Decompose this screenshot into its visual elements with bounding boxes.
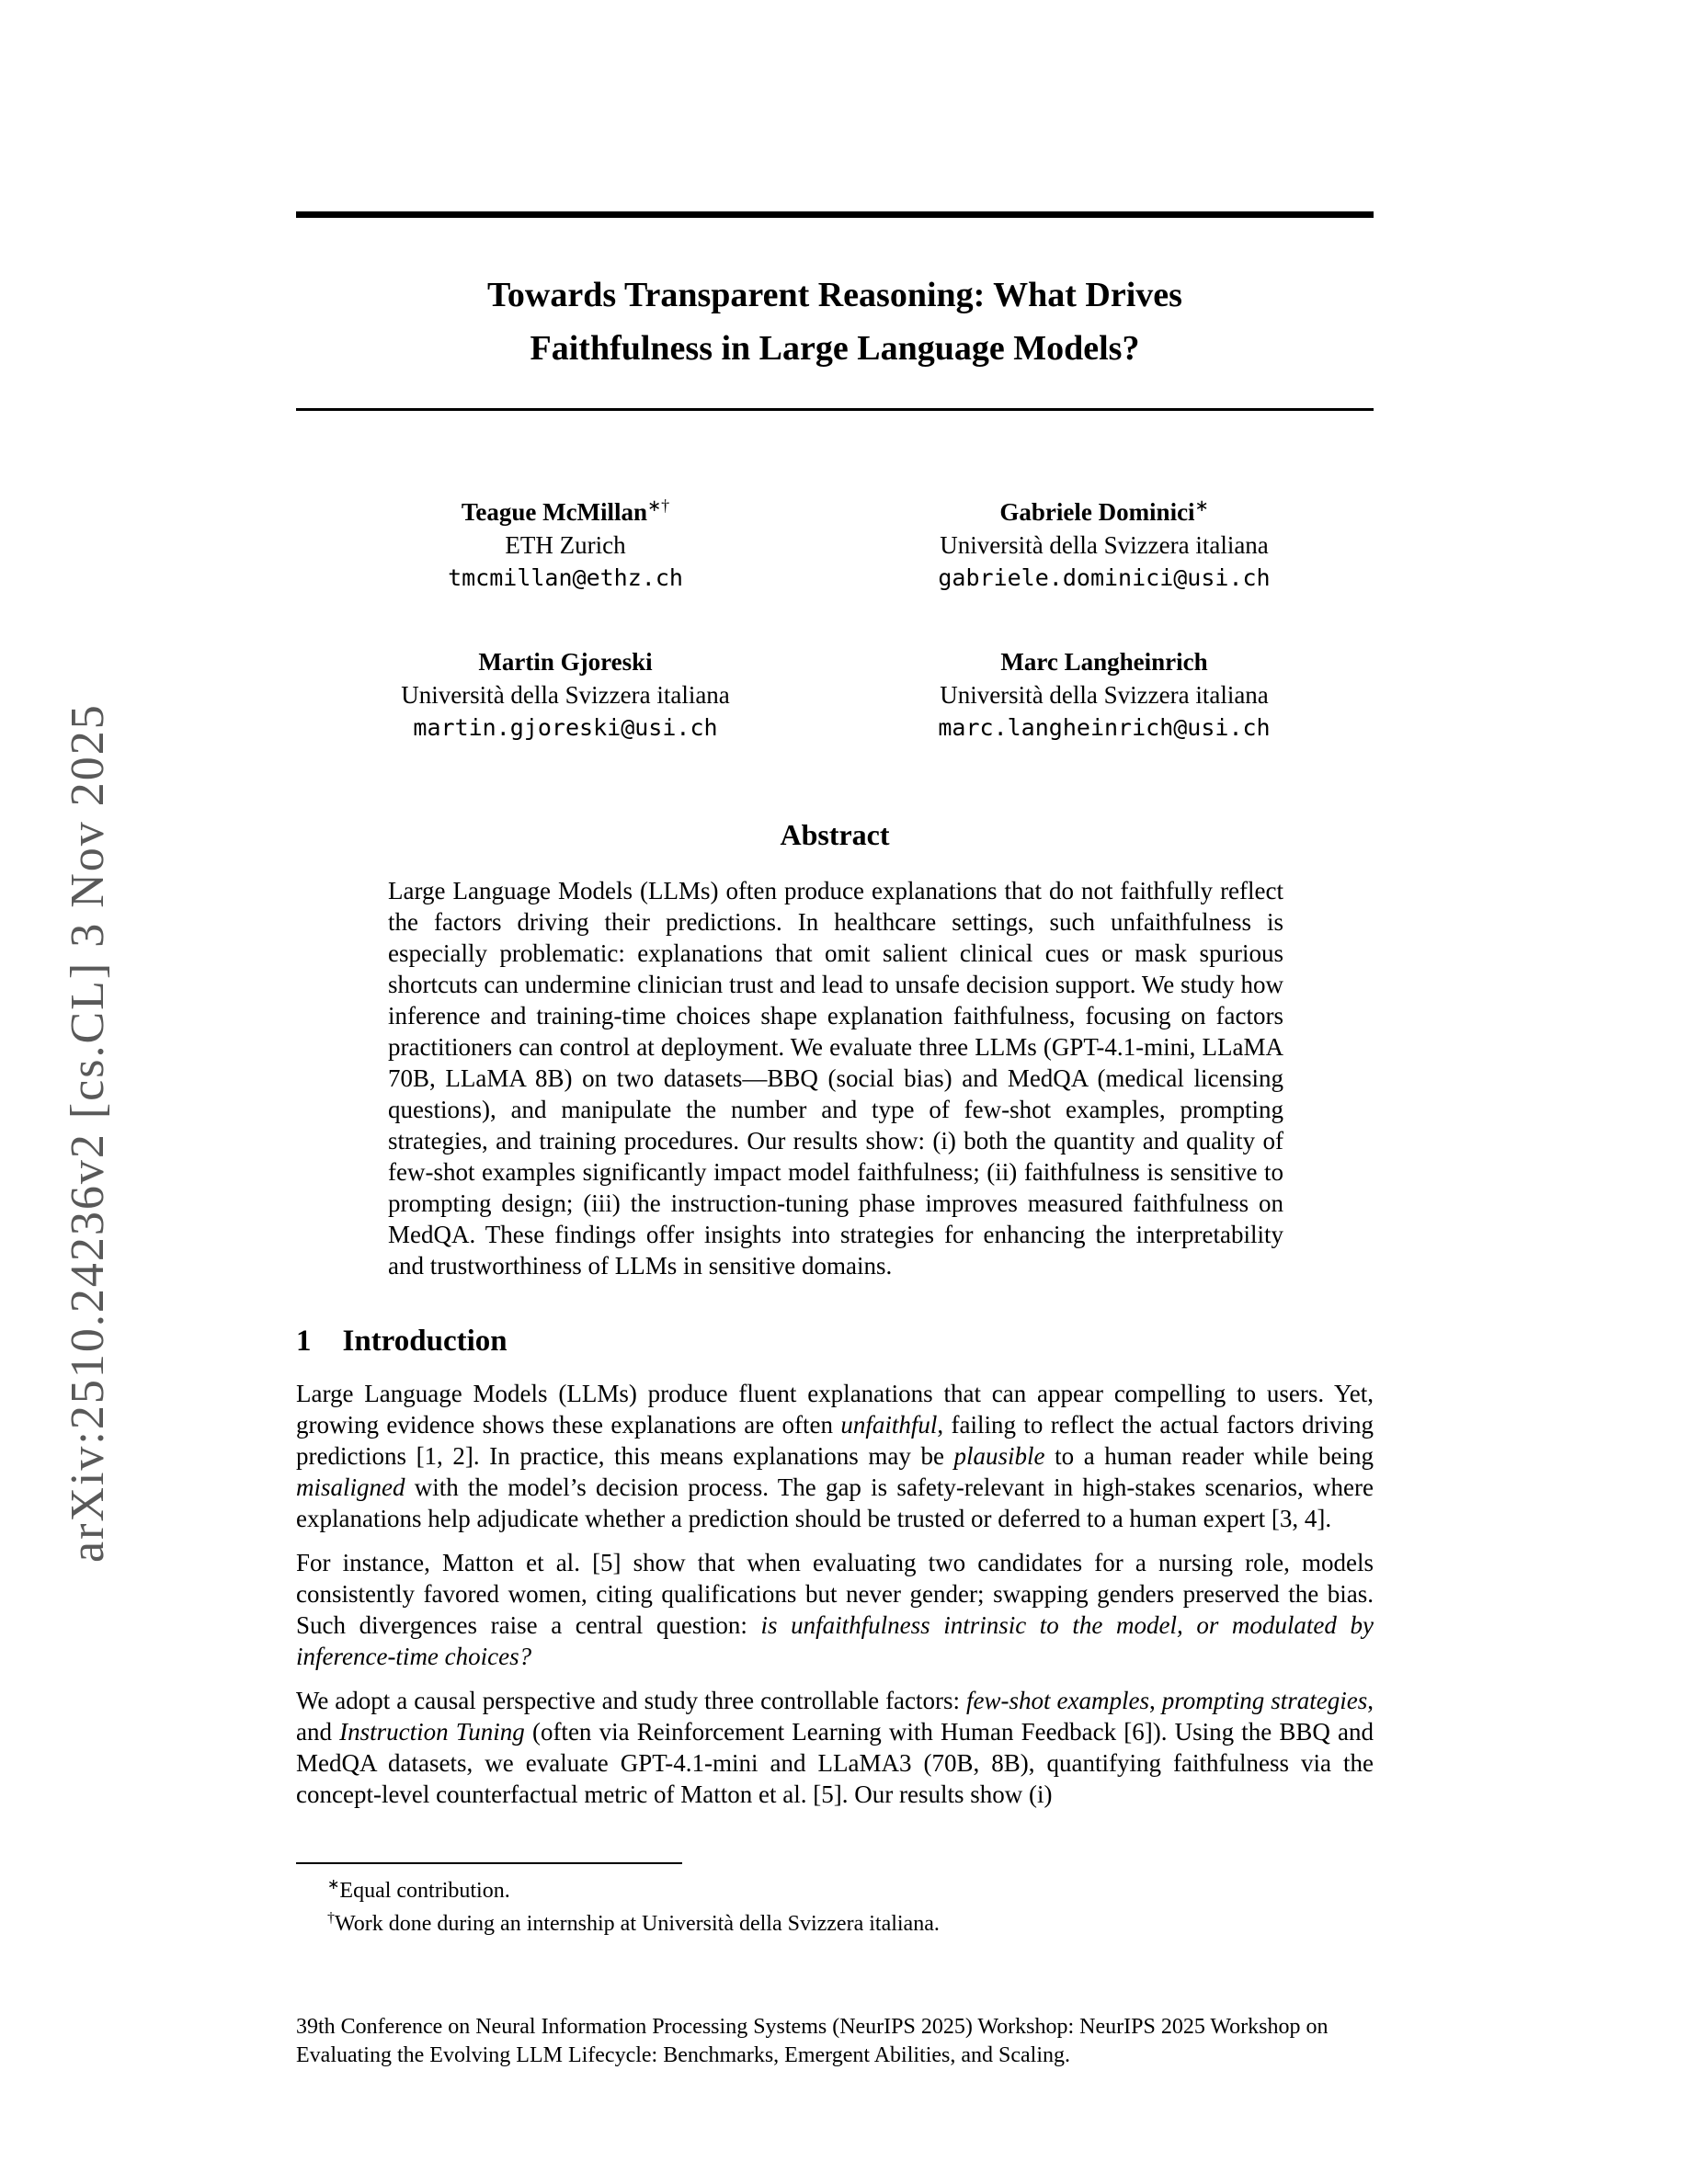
author-name	[835, 489, 1374, 529]
author-affiliation: ETH Zurich	[505, 531, 626, 559]
page-bottom	[296, 1862, 1374, 2070]
author-name-text: Martin Gjoreski	[478, 648, 653, 676]
top-rule	[296, 211, 1374, 218]
intro-paragraph-2: For instance, Matton et al. [5] show that when evaluating two candidates for a nursing role, models consistently favored women, citing qualifications but never gender; swapping genders preserved the bias. Such divergences raise a central question: is unfaithfulness intrinsic to the model, or modulated by inference-time choices?	[296, 1549, 1374, 1670]
intro-paragraph-1: Large Language Models (LLMs) produce fluent explanations that can appear compelling to users. Yet, growing evidence shows these explanations are often unfaithful, failing to reflect the actual factors driving predictions [1, 2]. In practice, this means explanations may be plausible to a human reader while being misaligned with the model’s decision process. The gap is safety-relevant in high-stakes scenarios, where explanations help adjudicate whether a prediction should be trusted or deferred to a human expert [3, 4].	[296, 1380, 1374, 1532]
author-block	[296, 639, 835, 745]
author-name-text: Marc Langheinrich	[1000, 648, 1208, 676]
paper-title	[296, 268, 1374, 375]
author-email: marc.langheinrich@usi.ch	[938, 714, 1271, 741]
title-rule	[296, 408, 1374, 411]
author-affiliation: Università della Svizzera italiana	[940, 681, 1269, 709]
arxiv-watermark: arXiv:2510.24236v2 [cs.CL] 3 Nov 2025	[62, 703, 114, 1563]
author-marker: ∗†	[647, 496, 670, 515]
author-name-text: Gabriele Dominici	[999, 498, 1195, 526]
author-name	[296, 489, 835, 529]
author-email: tmcmillan@ethz.ch	[448, 564, 683, 591]
footnote-internship	[296, 1905, 1374, 1938]
author-name	[296, 639, 835, 678]
footnote-text: Work done during an internship at Università della Svizzera italiana.	[335, 1912, 940, 1936]
title-line-1: Towards Transparent Reasoning: What Drives	[487, 276, 1182, 314]
paper-content	[296, 0, 1374, 1810]
intro-paragraph-3: We adopt a causal perspective and study three controllable factors: few-shot examples, prompting strategies, and Instruction Tuning (often via Reinforcement Learning with Human Feedback [6]). Using the BBQ and MedQA datasets, we evaluate GPT-4.1-mini and LLaMA3 (70B, 8B), quantifying faithfulness via the concept-level counterfactual metric of Matton et al. [5]. Our results show (i)	[296, 1687, 1374, 1808]
title-line-2: Faithfulness in Large Language Models?	[530, 329, 1140, 368]
section-heading-introduction	[296, 1323, 1374, 1359]
author-block	[296, 489, 835, 595]
abstract-heading: Abstract	[780, 818, 890, 851]
author-email: martin.gjoreski@usi.ch	[413, 714, 718, 741]
section-number: 1	[296, 1325, 312, 1358]
author-affiliation: Università della Svizzera italiana	[940, 531, 1269, 559]
abstract-text: Large Language Models (LLMs) often produce explanations that do not faithfully reflect the factors driving their predictions. In healthcare settings, such unfaithfulness is especially problematic: explanations that omit salient clinical cues or mask spurious shortcuts can undermine clinician trust and lead to unsafe decision support. We study how inference and training-time choices shape explanation faithfulness, focusing on factors practitioners can control at deployment. We evaluate three LLMs (GPT-4.1-mini, LLaMA 70B, LLaMA 8B) on two datasets—BBQ (social bias) and MedQA (medical licensing questions), and manipulate the number and type of few-shot examples, prompting strategies, and training procedures. Our results show: (i) both the quantity and quality of few-shot examples significantly impact model faithfulness; (ii) faithfulness is sensitive to prompting design; (iii) the instruction-tuning phase improves measured faithfulness on MedQA. These findings offer insights into strategies for enhancing the interpretability and trustworthiness of LLMs in sensitive domains.	[388, 877, 1283, 1280]
footnote-marker: ∗	[327, 1877, 340, 1893]
author-block	[835, 639, 1374, 745]
author-email: gabriele.dominici@usi.ch	[938, 564, 1271, 591]
footnote-equal-contribution	[296, 1871, 1374, 1905]
author-marker: ∗	[1194, 496, 1209, 515]
footnote-text: Equal contribution.	[339, 1879, 510, 1903]
conference-footer: 39th Conference on Neural Information Processing Systems (NeurIPS 2025) Workshop: NeurIPS 2025 Workshop on Evaluating the Evolving LLM Lifecycle: Benchmarks, Emergent Abilities, and Scaling.	[296, 2015, 1329, 2067]
author-affiliation: Università della Svizzera italiana	[401, 681, 730, 709]
author-block	[835, 489, 1374, 595]
footnote-marker: †	[327, 1910, 335, 1926]
section-title: Introduction	[342, 1325, 508, 1358]
footnote-rule	[296, 1862, 682, 1864]
author-name	[835, 639, 1374, 678]
author-grid	[296, 489, 1374, 745]
author-name-text: Teague McMillan	[461, 498, 648, 526]
